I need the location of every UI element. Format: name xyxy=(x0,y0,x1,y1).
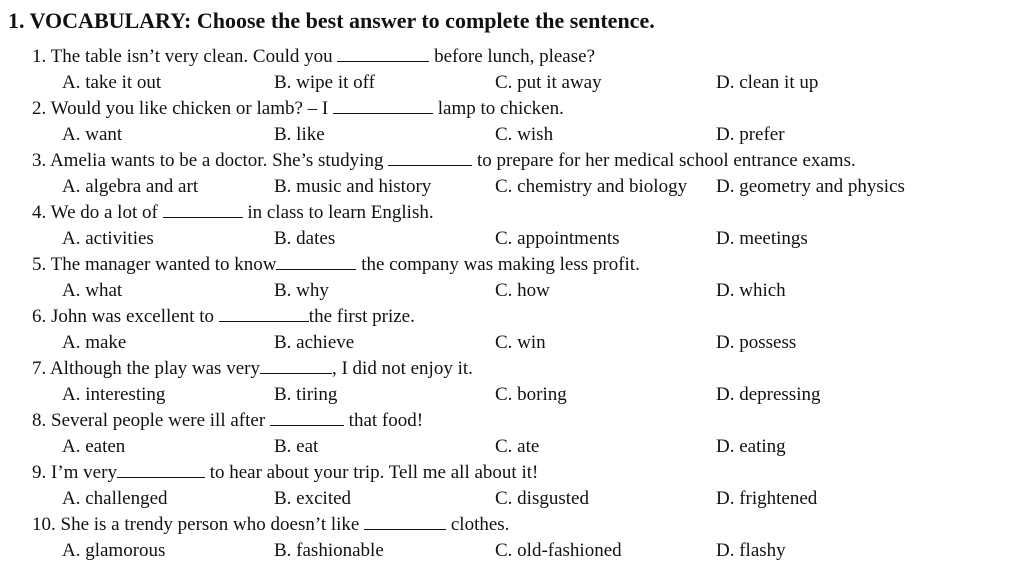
option-a: A. make xyxy=(62,332,127,353)
question-text-before: 3. Amelia wants to be a doctor. She’s studying xyxy=(32,150,389,171)
option-d: D. frightened xyxy=(716,488,818,509)
option-b: B. fashionable xyxy=(274,540,384,561)
option-c: C. how xyxy=(495,280,550,301)
option-d: D. depressing xyxy=(716,384,821,405)
question-text-before: 4. We do a lot of xyxy=(32,202,163,223)
option-a: A. activities xyxy=(62,228,154,249)
question-text-after: lamp to chicken. xyxy=(433,98,564,119)
question-text-after: clothes. xyxy=(446,514,510,535)
answer-blank xyxy=(163,202,243,218)
option-a: A. what xyxy=(62,280,123,301)
answer-blank xyxy=(276,254,356,270)
option-d: D. which xyxy=(716,280,786,301)
question-text-after: , I did not enjoy it. xyxy=(331,358,473,379)
question-9 xyxy=(32,462,538,484)
answer-blank xyxy=(219,306,309,322)
answer-blank xyxy=(364,514,446,530)
option-a: A. eaten xyxy=(62,436,126,457)
question-text-after: to prepare for her medical school entrance exams. xyxy=(472,150,856,171)
option-d: D. possess xyxy=(716,332,797,353)
question-text-after: the first prize. xyxy=(308,306,415,327)
option-c: C. chemistry and biology xyxy=(495,176,688,197)
option-c: C. disgusted xyxy=(495,488,589,509)
option-d: D. meetings xyxy=(716,228,808,249)
option-c: C. old-fashioned xyxy=(495,540,622,561)
answer-blank xyxy=(270,410,344,426)
option-c: C. appointments xyxy=(495,228,620,249)
answer-blank xyxy=(260,358,332,374)
question-3 xyxy=(32,150,856,172)
question-text-before: 6. John was excellent to xyxy=(32,306,219,327)
option-b: B. music and history xyxy=(274,176,432,197)
option-a: A. want xyxy=(62,124,123,145)
option-a: A. glamorous xyxy=(62,540,166,561)
question-text-after: the company was making less profit. xyxy=(356,254,640,275)
option-d: D. eating xyxy=(716,436,786,457)
question-text-after: that food! xyxy=(343,410,424,431)
option-b: B. wipe it off xyxy=(274,72,375,93)
option-b: B. why xyxy=(274,280,329,301)
question-text-before: 2. Would you like chicken or lamb? – I xyxy=(32,98,333,119)
option-c: C. put it away xyxy=(495,72,602,93)
answer-blank xyxy=(333,98,433,114)
question-1 xyxy=(32,46,595,68)
option-a: A. challenged xyxy=(62,488,168,509)
question-text-after: to hear about your trip. Tell me all about it! xyxy=(204,462,539,483)
option-c: C. wish xyxy=(495,124,554,145)
question-text-before: 5. The manager wanted to know xyxy=(32,254,277,275)
section-title: 1. VOCABULARY: Choose the best answer to complete the sentence. xyxy=(8,8,655,33)
question-5 xyxy=(32,254,640,276)
option-a: A. algebra and art xyxy=(62,176,199,197)
question-8 xyxy=(32,410,423,432)
option-b: B. tiring xyxy=(274,384,338,405)
question-2 xyxy=(32,98,564,120)
option-d: D. prefer xyxy=(716,124,785,145)
question-text-after: before lunch, please? xyxy=(429,46,595,67)
option-c: C. win xyxy=(495,332,546,353)
answer-blank xyxy=(117,462,205,478)
question-text-before: 7. Although the play was very xyxy=(32,358,260,379)
question-text-after: in class to learn English. xyxy=(242,202,434,223)
option-b: B. excited xyxy=(274,488,352,509)
question-text-before: 10. She is a trendy person who doesn’t like xyxy=(32,514,365,535)
question-10 xyxy=(32,514,509,536)
option-b: B. eat xyxy=(274,436,319,457)
question-7 xyxy=(32,358,473,380)
option-b: B. achieve xyxy=(274,332,355,353)
option-b: B. dates xyxy=(274,228,336,249)
option-d: D. flashy xyxy=(716,540,786,561)
question-text-before: 9. I’m very xyxy=(32,462,117,483)
question-6 xyxy=(32,306,415,328)
option-c: C. boring xyxy=(495,384,567,405)
option-d: D. geometry and physics xyxy=(716,176,905,197)
option-a: A. interesting xyxy=(62,384,166,405)
answer-blank xyxy=(337,46,429,62)
question-4 xyxy=(32,202,434,224)
option-a: A. take it out xyxy=(62,72,162,93)
answer-blank xyxy=(388,150,472,166)
option-c: C. ate xyxy=(495,436,540,457)
question-text-before: 8. Several people were ill after xyxy=(32,410,270,431)
option-d: D. clean it up xyxy=(716,72,819,93)
option-b: B. like xyxy=(274,124,325,145)
question-text-before: 1. The table isn’t very clean. Could you xyxy=(32,46,338,67)
